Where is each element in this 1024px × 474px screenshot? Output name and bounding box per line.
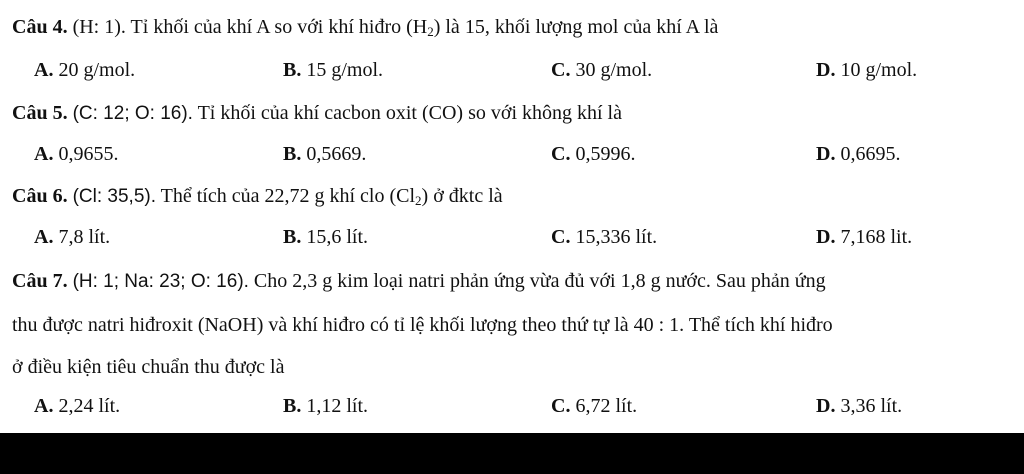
option-label: D. (816, 59, 836, 81)
question-text: Cho 2,3 g kim loại natri phản ứng vừa đủ với 1,8 g nước. Sau phản ứng (248, 270, 826, 292)
option-label: C. (551, 143, 571, 165)
option-label: A. (34, 143, 54, 165)
option-d[interactable] (816, 57, 917, 83)
question-5-stem (12, 100, 1016, 127)
option-c[interactable] (551, 393, 637, 419)
option-label: D. (816, 226, 836, 248)
question-7-text-line-2: thu được natri hiđroxit (NaOH) và khí hiđro có tỉ lệ khối lượng theo thứ tự là 40 : 1. Thể tích khí hiđro (12, 314, 833, 336)
question-6-options (0, 224, 1024, 250)
option-b[interactable] (283, 57, 383, 83)
question-text: ) ở đktc là (421, 185, 503, 207)
option-text: 6,72 lít. (570, 395, 638, 417)
option-label: B. (283, 143, 302, 165)
option-text: 20 g/mol. (53, 59, 136, 81)
question-number: Câu 6. (12, 185, 68, 207)
option-text: 7,8 lít. (53, 226, 111, 248)
option-c[interactable] (551, 224, 657, 250)
option-b[interactable] (283, 393, 368, 419)
option-text: 0,5996. (570, 143, 636, 165)
option-text: 10 g/mol. (835, 59, 918, 81)
option-label: B. (283, 226, 302, 248)
option-a[interactable] (34, 224, 110, 250)
option-a[interactable] (34, 393, 120, 419)
option-a[interactable] (34, 57, 135, 83)
subscript: 2 (427, 24, 434, 39)
question-text: ) là 15, khối lượng mol của khí A là (433, 16, 719, 38)
option-text: 0,9655. (53, 143, 119, 165)
option-text: 3,36 lít. (835, 395, 903, 417)
question-6-stem (12, 183, 1016, 210)
question-text: Tỉ khối của khí A so với khí hiđro (H (125, 16, 428, 38)
option-d[interactable] (816, 141, 900, 167)
question-4-options (0, 57, 1024, 83)
option-label: D. (816, 143, 836, 165)
option-text: 15,336 lít. (570, 226, 658, 248)
question-7-stem (12, 268, 1016, 295)
option-text: 0,6695. (835, 143, 901, 165)
question-5-options (0, 141, 1024, 167)
option-label: D. (816, 395, 836, 417)
option-text: 2,24 lít. (53, 395, 121, 417)
option-label: C. (551, 226, 571, 248)
given-data: (C: 12; O: 16). (72, 103, 193, 124)
option-label: B. (283, 395, 302, 417)
question-7-options (0, 393, 1024, 419)
option-c[interactable] (551, 141, 635, 167)
option-text: 30 g/mol. (570, 59, 653, 81)
option-text: 0,5669. (301, 143, 367, 165)
given-data: (H: 1). (72, 16, 126, 38)
option-text: 1,12 lít. (301, 395, 369, 417)
option-text: 15,6 lít. (301, 226, 369, 248)
given-data: (Cl: 35,5). (72, 186, 156, 207)
question-text: Thể tích của 22,72 g khí clo (Cl (156, 185, 416, 207)
option-label: B. (283, 59, 302, 81)
option-label: C. (551, 395, 571, 417)
subscript: 2 (415, 193, 422, 208)
option-d[interactable] (816, 224, 912, 250)
given-data: (H: 1; Na: 23; O: 16). (72, 271, 249, 292)
question-number: Câu 7. (12, 270, 68, 292)
option-b[interactable] (283, 224, 368, 250)
option-b[interactable] (283, 141, 366, 167)
question-number: Câu 4. (12, 16, 68, 38)
question-number: Câu 5. (12, 102, 68, 124)
option-label: A. (34, 226, 54, 248)
option-label: C. (551, 59, 571, 81)
option-d[interactable] (816, 393, 902, 419)
option-text: 7,168 lit. (835, 226, 913, 248)
question-7-text-line-3: ở điều kiện tiêu chuẩn thu được là (12, 356, 285, 378)
option-a[interactable] (34, 141, 118, 167)
question-4-stem (12, 14, 1016, 40)
option-label: A. (34, 59, 54, 81)
question-text: Tỉ khối của khí cacbon oxit (CO) so với không khí là (192, 102, 622, 124)
option-c[interactable] (551, 57, 652, 83)
option-label: A. (34, 395, 54, 417)
option-text: 15 g/mol. (301, 59, 384, 81)
